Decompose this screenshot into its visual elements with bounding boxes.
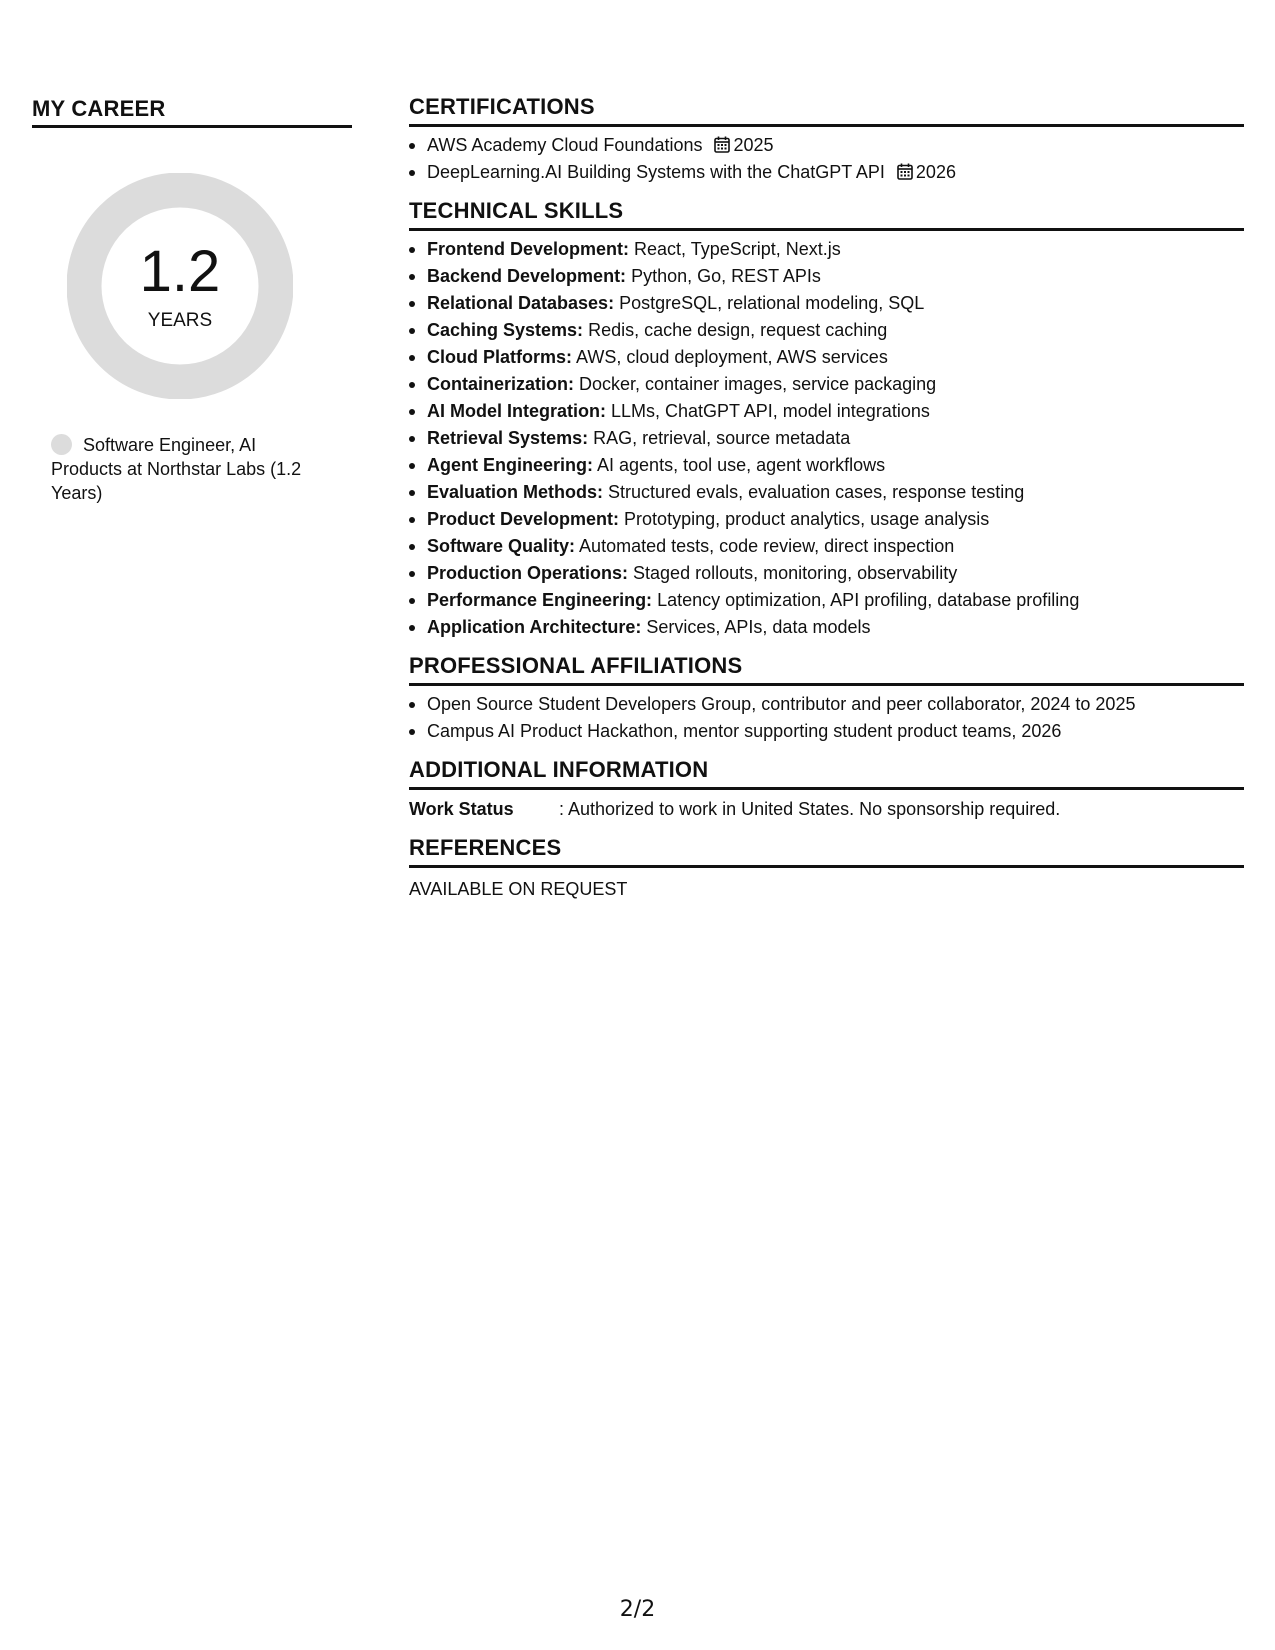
- skill-name: Production Operations:: [427, 563, 629, 583]
- career-legend: [51, 433, 331, 505]
- skill-item: [409, 344, 1244, 371]
- skill-detail: Python, Go, REST APIs: [631, 266, 821, 286]
- technical-skills-list: [409, 236, 1244, 641]
- skill-name: Backend Development:: [427, 266, 627, 286]
- work-status-value: : Authorized to work in United States. No sponsorship required.: [559, 799, 1061, 819]
- skill-detail: AWS, cloud deployment, AWS services: [576, 347, 888, 367]
- work-status-row: [409, 796, 1244, 823]
- skill-name: Performance Engineering:: [427, 590, 653, 610]
- technical-skills-heading: TECHNICAL SKILLS: [409, 198, 1244, 231]
- skill-detail: Services, APIs, data models: [646, 617, 871, 637]
- skill-detail: RAG, retrieval, source metadata: [593, 428, 851, 448]
- skill-detail: Docker, container images, service packaging: [579, 374, 937, 394]
- skill-name: Product Development:: [427, 509, 620, 529]
- certification-year: 2026: [915, 162, 956, 182]
- certification-name: DeepLearning.AI Building Systems with the ChatGPT API: [427, 162, 885, 182]
- skill-detail: PostgreSQL, relational modeling, SQL: [619, 293, 925, 313]
- career-column: [32, 96, 352, 505]
- legend-swatch: [51, 434, 72, 455]
- skill-detail: LLMs, ChatGPT API, model integrations: [611, 401, 930, 421]
- certifications-section: [409, 94, 1244, 186]
- affiliations-section: [409, 653, 1244, 745]
- certifications-heading: CERTIFICATIONS: [409, 94, 1244, 127]
- work-status-label: Work Status: [409, 799, 514, 819]
- references-section: [409, 835, 1244, 903]
- skill-detail: AI agents, tool use, agent workflows: [597, 455, 886, 475]
- skill-item: [409, 560, 1244, 587]
- skill-name: Software Quality:: [427, 536, 576, 556]
- skill-item: [409, 263, 1244, 290]
- career-total-unit: YEARS: [147, 310, 213, 331]
- skill-name: Caching Systems:: [427, 320, 584, 340]
- skill-detail: Staged rollouts, monitoring, observability: [633, 563, 958, 583]
- skill-name: Containerization:: [427, 374, 574, 394]
- skill-item: [409, 506, 1244, 533]
- skill-detail: Redis, cache design, request caching: [588, 320, 888, 340]
- career-heading: MY CAREER: [32, 96, 352, 128]
- certification-name: AWS Academy Cloud Foundations: [427, 135, 703, 155]
- calendar-icon: [897, 163, 913, 180]
- skill-detail: React, TypeScript, Next.js: [634, 239, 841, 259]
- skill-item: [409, 452, 1244, 479]
- skill-detail: Automated tests, code review, direct inspection: [579, 536, 955, 556]
- certification-item: [409, 132, 1244, 159]
- skill-detail: Latency optimization, API profiling, database profiling: [657, 590, 1080, 610]
- skill-detail: Prototyping, product analytics, usage analysis: [624, 509, 990, 529]
- affiliations-heading: PROFESSIONAL AFFILIATIONS: [409, 653, 1244, 686]
- technical-skills-section: [409, 198, 1244, 641]
- affiliations-list: [409, 691, 1244, 745]
- skill-name: Cloud Platforms:: [427, 347, 573, 367]
- skill-item: [409, 398, 1244, 425]
- legend-role-text: Software Engineer, AI Products at Northstar Labs (1.2 Years): [51, 435, 302, 503]
- calendar-icon: [714, 136, 730, 153]
- certification-year: 2025: [733, 135, 774, 155]
- certifications-list: [409, 132, 1244, 186]
- page-number: 2/2: [619, 1597, 656, 1622]
- skill-item: [409, 587, 1244, 614]
- references-text: AVAILABLE ON REQUEST: [409, 879, 628, 899]
- main-column: [409, 94, 1244, 915]
- skill-name: Application Architecture:: [427, 617, 642, 637]
- career-total-value: 1.2: [139, 239, 221, 304]
- references-heading: REFERENCES: [409, 835, 1244, 868]
- skill-name: Relational Databases:: [427, 293, 615, 313]
- affiliation-item: Campus AI Product Hackathon, mentor supporting student product teams, 2026: [409, 718, 1244, 745]
- affiliation-item: Open Source Student Developers Group, contributor and peer collaborator, 2024 to 2025: [409, 691, 1244, 718]
- skill-name: Frontend Development:: [427, 239, 630, 259]
- skill-item: [409, 317, 1244, 344]
- skill-name: Retrieval Systems:: [427, 428, 589, 448]
- skill-detail: Structured evals, evaluation cases, response testing: [608, 482, 1025, 502]
- skill-item: [409, 533, 1244, 560]
- certification-item: [409, 159, 1244, 186]
- skill-item: [409, 614, 1244, 641]
- additional-info-section: [409, 757, 1244, 823]
- skill-name: Agent Engineering:: [427, 455, 593, 475]
- skill-item: [409, 236, 1244, 263]
- skill-name: Evaluation Methods:: [427, 482, 604, 502]
- skill-name: AI Model Integration:: [427, 401, 606, 421]
- skill-item: [409, 425, 1244, 452]
- career-donut-chart: [67, 173, 293, 399]
- skill-item: [409, 479, 1244, 506]
- additional-info-heading: ADDITIONAL INFORMATION: [409, 757, 1244, 790]
- skill-item: [409, 290, 1244, 317]
- skill-item: [409, 371, 1244, 398]
